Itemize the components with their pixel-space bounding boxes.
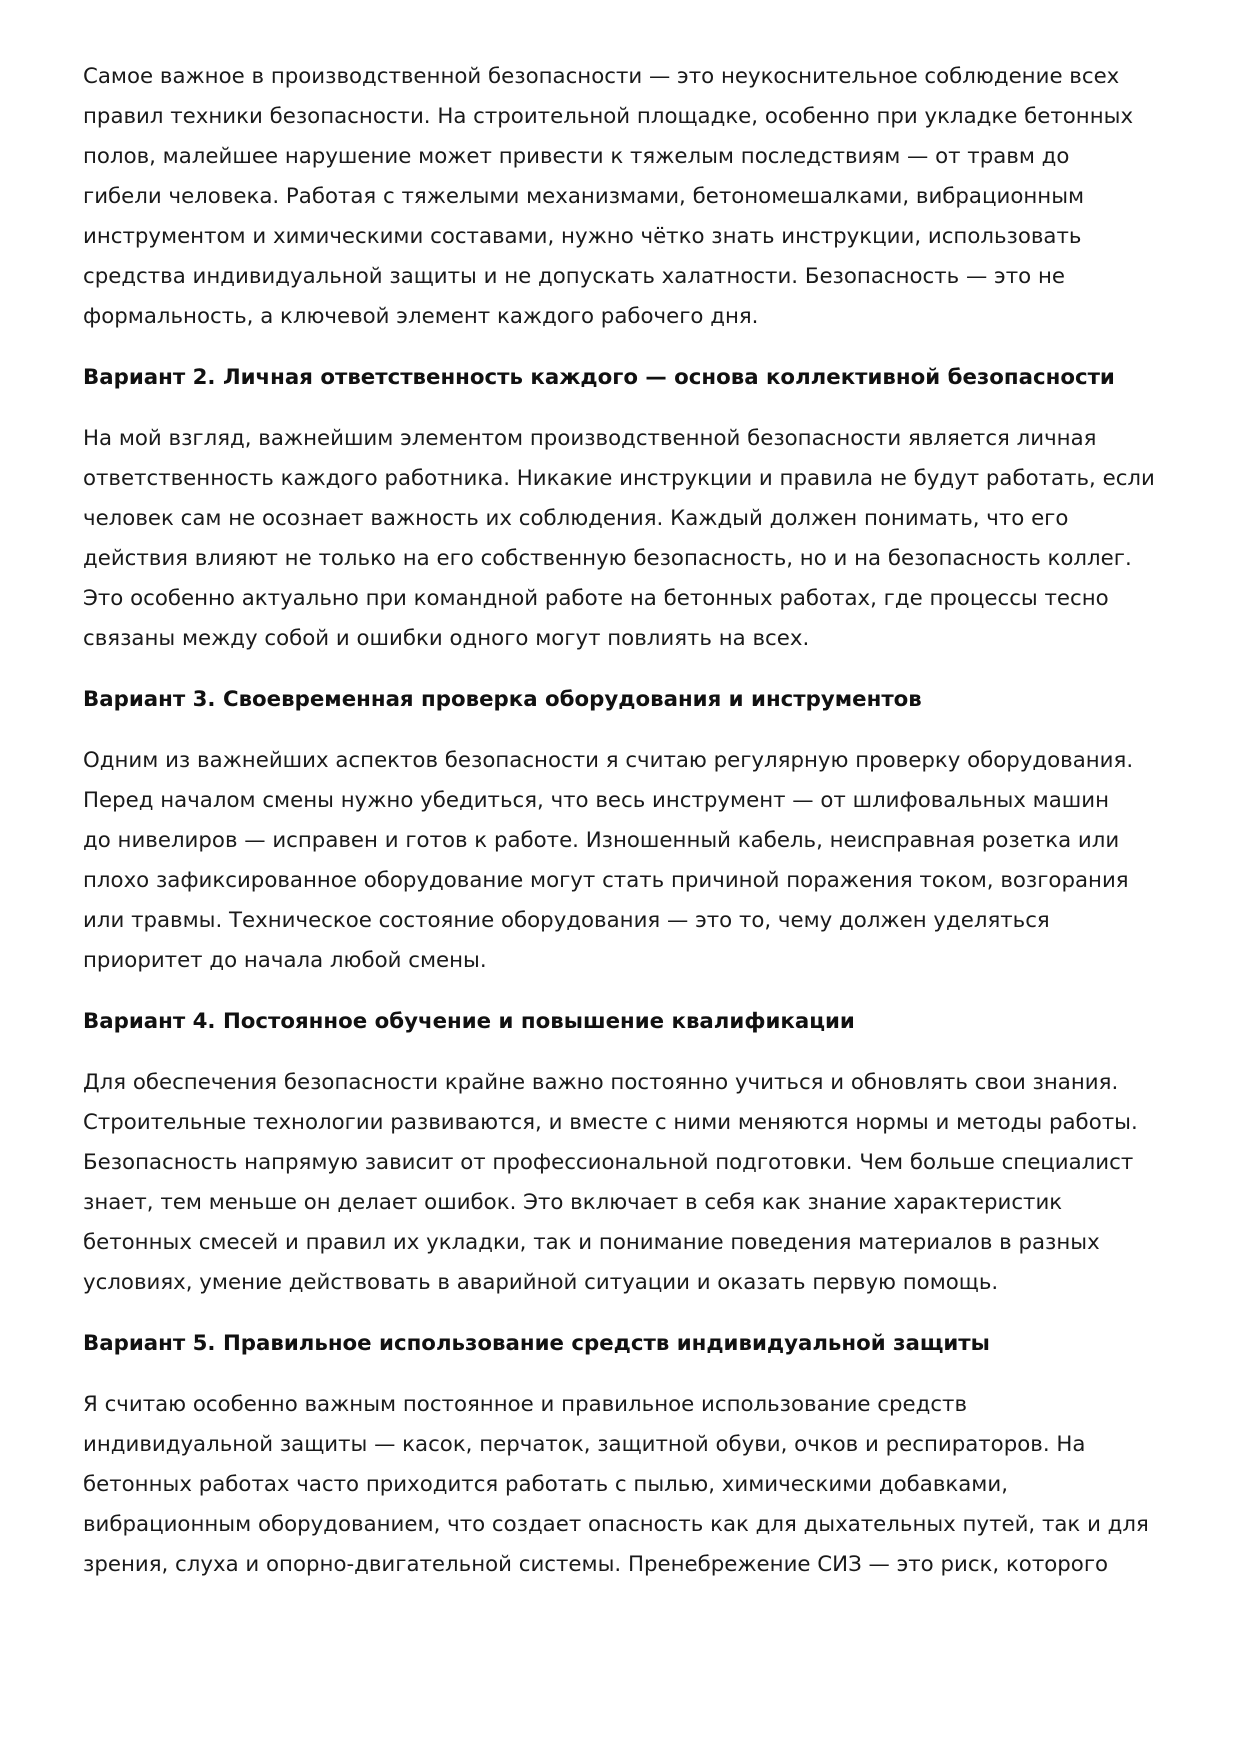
document-page [83, 57, 1183, 1607]
section-paragraph-variant-4: Для обеспечения безопасности крайне важно постоянно учиться и обновлять свои знания. Строительные технологии развиваются, и вместе с ними меняются нормы и методы работы. Безопасность напрямую зависит от профессиональной подготовки. Чем больше специалист знает, тем меньше он делает ошибок. Это включает в себя как знание характеристик бетонных смесей и правил их укладки, так и понимание поведения материалов в разных условиях, умение действовать в аварийной ситуации и оказать первую помощь. [83, 1070, 1138, 1295]
section-heading-variant-4: Вариант 4. Постоянное обучение и повышение квалификации [83, 1009, 855, 1034]
section-heading-variant-5: Вариант 5. Правильное использование средств индивидуальной защиты [83, 1331, 990, 1356]
section-paragraph-variant-3: Одним из важнейших аспектов безопасности я считаю регулярную проверку оборудования. Перед началом смены нужно убедиться, что весь инструмент — от шлифовальных машин до нивелиров — исправен и готов к работе. Изношенный кабель, неисправная розетка или плохо зафиксированное оборудование могут стать причиной поражения током, возгорания или травмы. Техническое состояние оборудования — это то, чему должен уделяться приоритет до начала любой смены. [83, 748, 1134, 973]
section-heading-variant-3: Вариант 3. Своевременная проверка оборудования и инструментов [83, 687, 922, 712]
section-heading-variant-2: Вариант 2. Личная ответственность каждого — основа коллективной безопасности [83, 365, 1115, 390]
section-paragraph-variant-2: На мой взгляд, важнейшим элементом производственной безопасности является личная ответственность каждого работника. Никакие инструкции и правила не будут работать, если человек сам не осознает важность их соблюдения. Каждый должен понимать, что его действия влияют не только на его собственную безопасность, но и на безопасность коллег. Это особенно актуально при командной работе на бетонных работах, где процессы тесно связаны между собой и ошибки одного могут повлиять на всех. [83, 426, 1155, 651]
section-paragraph-variant-5: Я считаю особенно важным постоянное и правильное использование средств индивидуальной защиты — касок, перчаток, защитной обуви, очков и респираторов. На бетонных работах часто приходится работать с пылью, химическими добавками, вибрационным оборудованием, что создает опасность как для дыхательных путей, так и для зрения, слуха и опорно-двигательной системы. Пренебрежение СИЗ — это риск, которого [83, 1392, 1149, 1577]
intro-paragraph: Самое важное в производственной безопасности — это неукоснительное соблюдение всех правил техники безопасности. На строительной площадке, особенно при укладке бетонных полов, малейшее нарушение может привести к тяжелым последствиям — от травм до гибели человека. Работая с тяжелыми механизмами, бетономешалками, вибрационным инструментом и химическими составами, нужно чётко знать инструкции, использовать средства индивидуальной защиты и не допускать халатности. Безопасность — это не формальность, а ключевой элемент каждого рабочего дня. [83, 64, 1134, 329]
